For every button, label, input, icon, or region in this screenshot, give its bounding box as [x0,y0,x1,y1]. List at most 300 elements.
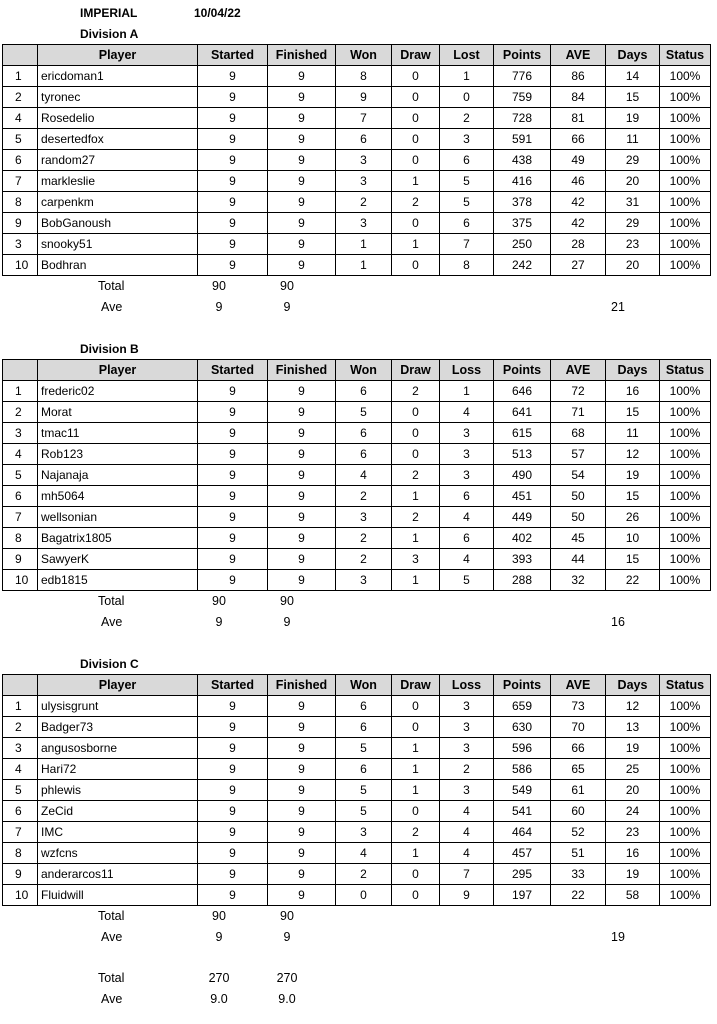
ave-cell: 32 [551,570,606,591]
days-cell: 20 [606,255,660,276]
division-title: Division C [80,657,139,671]
rank-cell: 10 [3,885,38,906]
status-cell: 100% [660,486,711,507]
ave-cell: 73 [551,696,606,717]
started-cell: 9 [198,696,268,717]
won-cell: 6 [336,696,392,717]
column-header-started: Started [198,360,268,381]
rank-cell: 1 [3,381,38,402]
status-cell: 100% [660,87,711,108]
days-cell: 19 [606,108,660,129]
points-cell: 378 [494,192,551,213]
column-header-started: Started [198,45,268,66]
status-cell: 100% [660,759,711,780]
column-header-player: Player [38,45,198,66]
player-name-cell: Badger73 [38,717,198,738]
points-cell: 375 [494,213,551,234]
ave-finished: 9 [283,300,291,314]
draw-cell: 1 [392,759,440,780]
won-cell: 1 [336,234,392,255]
ave-cell: 27 [551,255,606,276]
finished-cell: 9 [268,549,336,570]
lost-cell: 1 [440,381,494,402]
points-cell: 549 [494,780,551,801]
won-cell: 6 [336,381,392,402]
table-row [3,801,711,822]
started-cell: 9 [198,150,268,171]
draw-cell: 0 [392,255,440,276]
table-row [3,444,711,465]
ave-cell: 44 [551,549,606,570]
rank-cell: 2 [3,717,38,738]
player-name-cell: random27 [38,150,198,171]
days-cell: 14 [606,66,660,87]
player-name-cell: Rosedelio [38,108,198,129]
finished-cell: 9 [268,864,336,885]
total-started: 90 [212,594,226,608]
won-cell: 4 [336,465,392,486]
player-name-cell: ericdoman1 [38,66,198,87]
table-row [3,381,711,402]
column-header-player: Player [38,675,198,696]
days-cell: 58 [606,885,660,906]
started-cell: 9 [198,801,268,822]
points-cell: 490 [494,465,551,486]
points-cell: 242 [494,255,551,276]
table-row [3,87,711,108]
won-cell: 5 [336,738,392,759]
draw-cell: 0 [392,402,440,423]
table-row [3,171,711,192]
days-cell: 20 [606,780,660,801]
status-cell: 100% [660,171,711,192]
days-cell: 29 [606,150,660,171]
finished-cell: 9 [268,801,336,822]
started-cell: 9 [198,192,268,213]
column-header-ave: AVE [551,45,606,66]
total-label: Total [98,594,125,608]
won-cell: 6 [336,129,392,150]
lost-cell: 3 [440,696,494,717]
days-cell: 19 [606,738,660,759]
points-cell: 457 [494,843,551,864]
table-row [3,885,711,906]
started-cell: 9 [198,213,268,234]
ave-cell: 86 [551,66,606,87]
finished-cell: 9 [268,192,336,213]
rank-cell: 3 [3,234,38,255]
lost-cell: 5 [440,171,494,192]
table-row [3,66,711,87]
days-cell: 12 [606,444,660,465]
player-name-cell: tmac11 [38,423,198,444]
status-cell: 100% [660,822,711,843]
status-cell: 100% [660,717,711,738]
days-cell: 20 [606,171,660,192]
grand-ave-started: 9.0 [210,992,228,1006]
started-cell: 9 [198,528,268,549]
won-cell: 6 [336,423,392,444]
status-cell: 100% [660,738,711,759]
rank-cell: 10 [3,570,38,591]
draw-cell: 2 [392,381,440,402]
ave-cell: 66 [551,129,606,150]
rank-cell: 4 [3,759,38,780]
draw-cell: 0 [392,66,440,87]
ave-cell: 50 [551,486,606,507]
lost-cell: 7 [440,234,494,255]
status-cell: 100% [660,150,711,171]
player-name-cell: edb1815 [38,570,198,591]
rank-cell: 7 [3,171,38,192]
status-cell: 100% [660,129,711,150]
points-cell: 197 [494,885,551,906]
lost-cell: 6 [440,528,494,549]
rank-cell: 7 [3,822,38,843]
column-header-ave: AVE [551,675,606,696]
ave-label: Ave [101,930,123,944]
draw-cell: 1 [392,780,440,801]
column-header-points: Points [494,45,551,66]
lost-cell: 8 [440,255,494,276]
division-title: Division B [80,342,139,356]
draw-cell: 2 [392,822,440,843]
points-cell: 728 [494,108,551,129]
ave-label: Ave [101,615,123,629]
days-cell: 15 [606,549,660,570]
points-cell: 776 [494,66,551,87]
table-row [3,486,711,507]
draw-cell: 0 [392,129,440,150]
won-cell: 2 [336,528,392,549]
ave-finished: 9 [283,930,291,944]
column-header-finished: Finished [268,360,336,381]
points-cell: 630 [494,717,551,738]
total-started: 90 [212,909,226,923]
player-name-cell: carpenkm [38,192,198,213]
header-row [3,45,711,66]
table-row [3,192,711,213]
division-title: Division A [80,27,139,41]
won-cell: 3 [336,507,392,528]
days-cell: 25 [606,759,660,780]
draw-cell: 0 [392,864,440,885]
finished-cell: 9 [268,528,336,549]
status-cell: 100% [660,66,711,87]
column-header-draw: Draw [392,675,440,696]
status-cell: 100% [660,549,711,570]
ave-cell: 61 [551,780,606,801]
rank-cell: 5 [3,129,38,150]
standings-table [2,359,711,591]
ave-cell: 84 [551,87,606,108]
status-cell: 100% [660,234,711,255]
won-cell: 8 [336,66,392,87]
header-row [3,675,711,696]
ave-cell: 33 [551,864,606,885]
sheet-date: 10/04/22 [194,6,241,20]
table-row [3,465,711,486]
finished-cell: 9 [268,738,336,759]
rank-cell: 9 [3,213,38,234]
points-cell: 646 [494,381,551,402]
started-cell: 9 [198,738,268,759]
header-row [3,360,711,381]
won-cell: 6 [336,717,392,738]
won-cell: 2 [336,486,392,507]
days-cell: 31 [606,192,660,213]
total-started: 90 [212,279,226,293]
ave-cell: 42 [551,213,606,234]
ave-cell: 52 [551,822,606,843]
started-cell: 9 [198,717,268,738]
points-cell: 541 [494,801,551,822]
status-cell: 100% [660,213,711,234]
days-cell: 23 [606,822,660,843]
ave-cell: 46 [551,171,606,192]
won-cell: 2 [336,549,392,570]
started-cell: 9 [198,171,268,192]
draw-cell: 1 [392,570,440,591]
status-cell: 100% [660,465,711,486]
rank-cell: 6 [3,150,38,171]
lost-cell: 5 [440,192,494,213]
ave-cell: 42 [551,192,606,213]
started-cell: 9 [198,66,268,87]
draw-cell: 1 [392,843,440,864]
finished-cell: 9 [268,696,336,717]
lost-cell: 4 [440,801,494,822]
table-row [3,780,711,801]
days-cell: 24 [606,801,660,822]
ave-cell: 45 [551,528,606,549]
draw-cell: 0 [392,213,440,234]
won-cell: 1 [336,255,392,276]
draw-cell: 1 [392,234,440,255]
status-cell: 100% [660,696,711,717]
table-row [3,402,711,423]
lost-cell: 3 [440,738,494,759]
rank-cell: 2 [3,402,38,423]
started-cell: 9 [198,885,268,906]
column-header-finished: Finished [268,45,336,66]
days-cell: 23 [606,234,660,255]
ave-cell: 57 [551,444,606,465]
points-cell: 451 [494,486,551,507]
lost-cell: 3 [440,423,494,444]
started-cell: 9 [198,129,268,150]
won-cell: 3 [336,150,392,171]
started-cell: 9 [198,507,268,528]
table-row [3,738,711,759]
started-cell: 9 [198,402,268,423]
points-cell: 586 [494,759,551,780]
points-cell: 464 [494,822,551,843]
draw-cell: 0 [392,108,440,129]
points-cell: 449 [494,507,551,528]
days-cell: 15 [606,402,660,423]
won-cell: 4 [336,843,392,864]
column-header-started: Started [198,675,268,696]
days-cell: 16 [606,843,660,864]
lost-cell: 2 [440,108,494,129]
won-cell: 6 [336,444,392,465]
ave-label: Ave [101,300,123,314]
ave-days: 21 [611,300,625,314]
table-row [3,213,711,234]
rank-header [3,360,38,381]
ave-cell: 49 [551,150,606,171]
table-row [3,822,711,843]
finished-cell: 9 [268,507,336,528]
lost-cell: 4 [440,822,494,843]
draw-cell: 2 [392,465,440,486]
table-row [3,108,711,129]
points-cell: 402 [494,528,551,549]
ave-cell: 71 [551,402,606,423]
lost-cell: 6 [440,213,494,234]
finished-cell: 9 [268,759,336,780]
status-cell: 100% [660,108,711,129]
finished-cell: 9 [268,465,336,486]
rank-cell: 9 [3,549,38,570]
column-header-lost: Lost [440,45,494,66]
finished-cell: 9 [268,822,336,843]
draw-cell: 0 [392,717,440,738]
lost-cell: 3 [440,444,494,465]
player-name-cell: ulysisgrunt [38,696,198,717]
lost-cell: 4 [440,843,494,864]
draw-cell: 1 [392,171,440,192]
finished-cell: 9 [268,255,336,276]
table-row [3,696,711,717]
player-name-cell: Hari72 [38,759,198,780]
table-row [3,570,711,591]
total-label: Total [98,909,125,923]
ave-cell: 50 [551,507,606,528]
table-row [3,528,711,549]
draw-cell: 0 [392,423,440,444]
ave-cell: 81 [551,108,606,129]
column-header-status: Status [660,45,711,66]
started-cell: 9 [198,87,268,108]
player-name-cell: Bagatrix1805 [38,528,198,549]
won-cell: 7 [336,108,392,129]
points-cell: 438 [494,150,551,171]
finished-cell: 9 [268,381,336,402]
column-header-ave: AVE [551,360,606,381]
days-cell: 26 [606,507,660,528]
won-cell: 3 [336,822,392,843]
started-cell: 9 [198,381,268,402]
column-header-loss: Loss [440,675,494,696]
finished-cell: 9 [268,129,336,150]
lost-cell: 1 [440,66,494,87]
standings-table [2,674,711,906]
lost-cell: 4 [440,507,494,528]
finished-cell: 9 [268,843,336,864]
lost-cell: 4 [440,402,494,423]
won-cell: 6 [336,759,392,780]
lost-cell: 3 [440,780,494,801]
finished-cell: 9 [268,213,336,234]
rank-cell: 7 [3,507,38,528]
player-name-cell: markleslie [38,171,198,192]
rank-cell: 8 [3,192,38,213]
days-cell: 11 [606,423,660,444]
status-cell: 100% [660,255,711,276]
player-name-cell: Rob123 [38,444,198,465]
draw-cell: 0 [392,150,440,171]
ave-started: 9 [215,300,223,314]
rank-cell: 6 [3,486,38,507]
draw-cell: 0 [392,801,440,822]
player-name-cell: Morat [38,402,198,423]
player-name-cell: SawyerK [38,549,198,570]
started-cell: 9 [198,759,268,780]
days-cell: 13 [606,717,660,738]
rank-cell: 8 [3,528,38,549]
draw-cell: 0 [392,444,440,465]
table-row [3,549,711,570]
player-name-cell: wzfcns [38,843,198,864]
finished-cell: 9 [268,108,336,129]
table-row [3,255,711,276]
column-header-won: Won [336,360,392,381]
started-cell: 9 [198,822,268,843]
player-name-cell: frederic02 [38,381,198,402]
won-cell: 3 [336,171,392,192]
column-header-loss: Loss [440,360,494,381]
ave-cell: 66 [551,738,606,759]
days-cell: 16 [606,381,660,402]
lost-cell: 5 [440,570,494,591]
days-cell: 11 [606,129,660,150]
player-name-cell: tyronec [38,87,198,108]
won-cell: 0 [336,885,392,906]
player-name-cell: Bodhran [38,255,198,276]
finished-cell: 9 [268,486,336,507]
player-name-cell: desertedfox [38,129,198,150]
column-header-won: Won [336,45,392,66]
standings-table [2,44,711,276]
days-cell: 12 [606,696,660,717]
ave-cell: 28 [551,234,606,255]
days-cell: 29 [606,213,660,234]
lost-cell: 3 [440,129,494,150]
column-header-status: Status [660,360,711,381]
rank-cell: 1 [3,66,38,87]
column-header-won: Won [336,675,392,696]
table-row [3,843,711,864]
ave-finished: 9 [283,615,291,629]
total-finished: 90 [280,279,294,293]
finished-cell: 9 [268,570,336,591]
points-cell: 659 [494,696,551,717]
draw-cell: 2 [392,192,440,213]
draw-cell: 0 [392,885,440,906]
lost-cell: 0 [440,87,494,108]
player-name-cell: IMC [38,822,198,843]
finished-cell: 9 [268,150,336,171]
status-cell: 100% [660,402,711,423]
started-cell: 9 [198,255,268,276]
sheet-title: IMPERIAL [80,6,138,20]
grand-total-finished: 270 [276,971,298,985]
ave-cell: 72 [551,381,606,402]
rank-cell: 2 [3,87,38,108]
lost-cell: 4 [440,549,494,570]
